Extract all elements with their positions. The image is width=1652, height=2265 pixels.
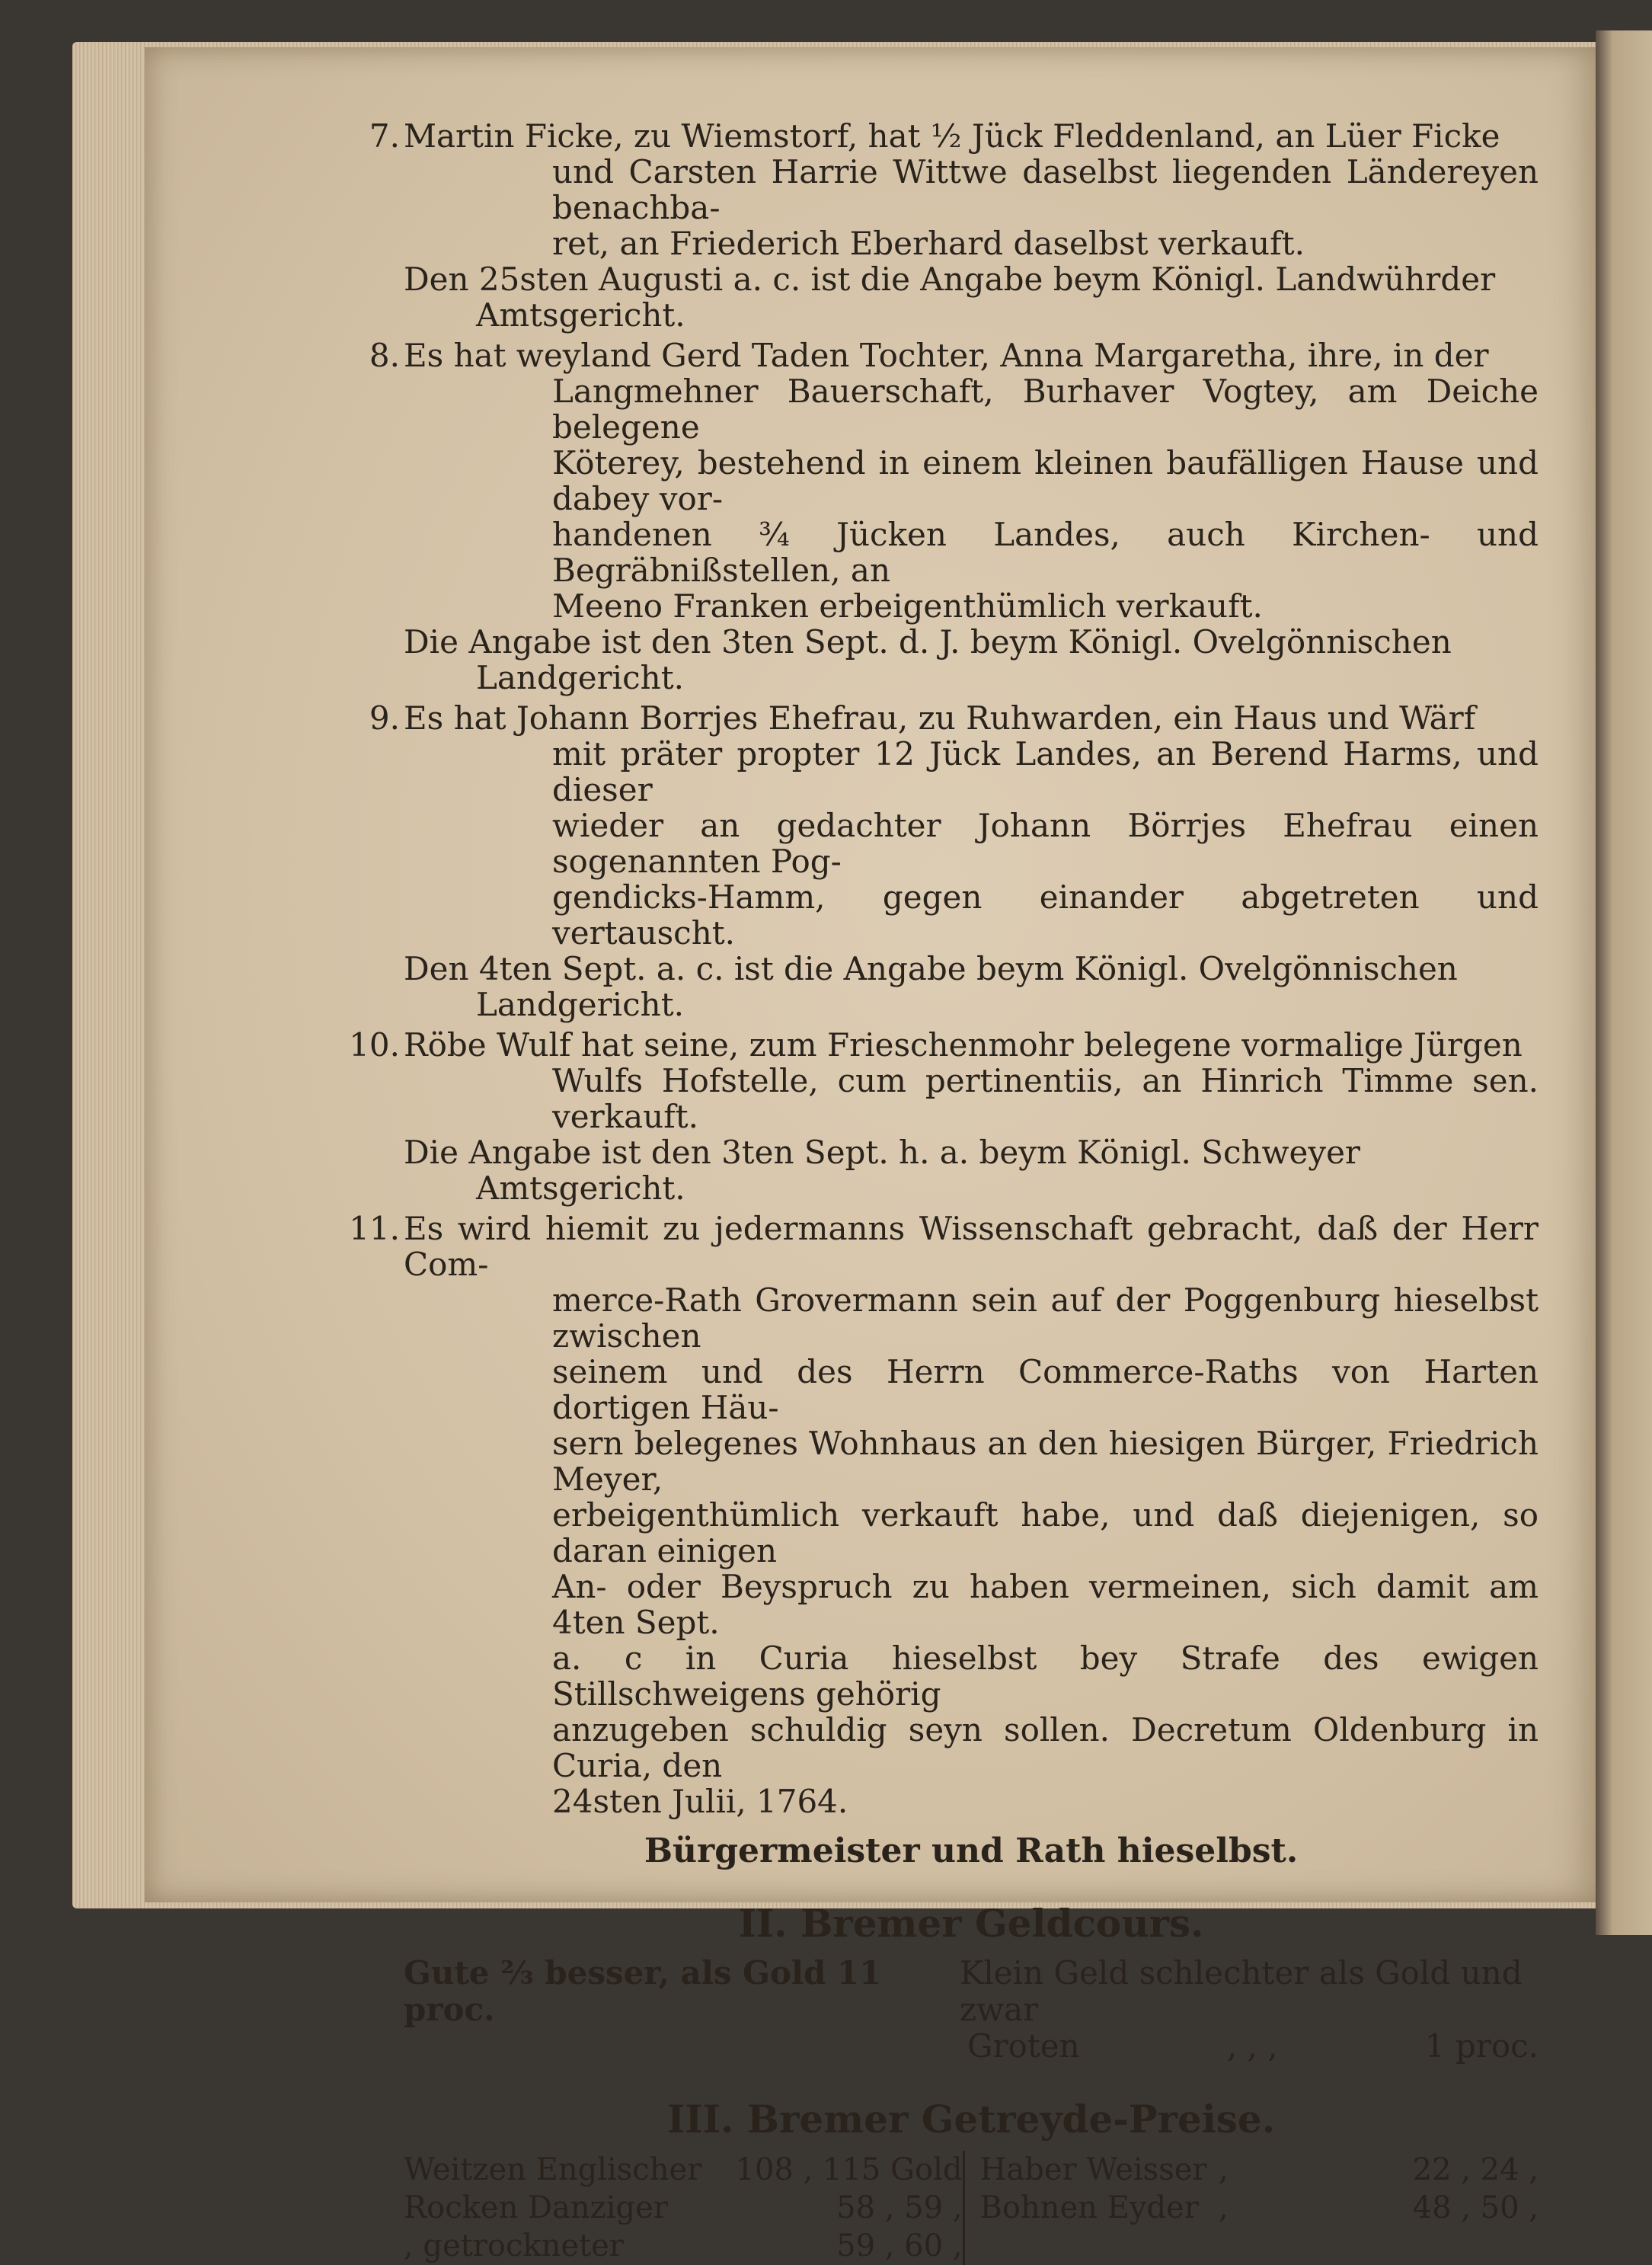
grain-name: Bohnen Eyder — [979, 2190, 1199, 2225]
price-dots: , — [1219, 2190, 1229, 2225]
entry-line: mit präter propter 12 Jück Landes, an Berend Harms, und dieser — [552, 735, 1539, 808]
entry — [349, 1210, 1539, 1820]
geldcours-right-line2 — [960, 2028, 1539, 2065]
signature: Bürgermeister und Rath hieselbst. — [644, 1832, 1299, 1870]
getreide-left-column — [404, 2151, 963, 2265]
grain-name: Weitzen Englischer — [404, 2152, 702, 2187]
entry-line: handenen ¾ Jücken Landes, auch Kirchen- und Begräbnißstellen, an — [552, 516, 1539, 589]
getreide-title: III. Bremer Getreyde-Preise. — [666, 2097, 1276, 2142]
page-text — [349, 117, 1539, 2265]
grain-price: 108 , 115 Gold — [735, 2152, 963, 2187]
entry-line: gendicks-Hamm, gegen einander abgetreten und vertauscht. — [552, 878, 1539, 952]
entry — [369, 117, 1539, 334]
entry-line: Meeno Franken erbeigenthümlich verkauft. — [552, 587, 1263, 625]
entry-number: 9. — [369, 699, 400, 737]
book-gutter — [1596, 30, 1652, 1935]
entry-notice: Die Angabe ist den 3ten Sept. h. a. beym Königl. Schweyer Amtsgericht. — [404, 1134, 1361, 1207]
geldcours-left: Gute ⅔ besser, als Gold 11 proc. — [404, 1954, 882, 2028]
entry-line: ret, an Friederich Eberhard daselbst verkauft. — [552, 225, 1305, 262]
geldcours-title: II. Bremer Geldcours. — [738, 1901, 1204, 1946]
getreide-right-column — [963, 2151, 1539, 2265]
entry-line: merce-Rath Grovermann sein auf der Poggenburg hieselbst zwischen — [552, 1281, 1539, 1355]
grain-price: 59 , 60 , — [836, 2228, 963, 2263]
geldcours-right-line1: Klein Geld schlechter als Gold und zwar — [960, 1954, 1523, 2028]
price-row — [404, 2151, 963, 2189]
grain-price: 22 , 24 , — [1412, 2152, 1539, 2187]
entry — [369, 337, 1539, 696]
grain-name: Haber Weisser — [979, 2152, 1207, 2187]
entry — [369, 699, 1539, 1023]
geldcours-row — [404, 1955, 1539, 2065]
entry-number: 11. — [349, 1210, 400, 1247]
entry-line: seinem und des Herrn Commerce-Raths von Harten dortigen Häu- — [552, 1353, 1539, 1426]
geldcours-right — [960, 1955, 1539, 2065]
entry-line: Es hat weyland Gerd Taden Tochter, Anna Margaretha, ihre, in der — [404, 337, 1489, 374]
entry-notice: Den 4ten Sept. a. c. ist die Angabe beym Königl. Ovelgönnischen Landgericht. — [404, 950, 1458, 1023]
grain-price: 48 , 50 , — [1412, 2190, 1539, 2225]
entry-line: erbeigenthümlich verkauft habe, und daß diejenigen, so daran einigen — [552, 1496, 1539, 1569]
entries-list — [349, 117, 1539, 1820]
grain-price: 58 , 59 , — [836, 2190, 963, 2225]
entry-number: 10. — [349, 1026, 400, 1064]
entry-line: Es wird hiemit zu jedermanns Wissenschaft gebracht, daß der Herr Com- — [404, 1210, 1539, 1283]
grain-name: , getrockneter — [404, 2228, 624, 2263]
price-dots: , — [1219, 2152, 1229, 2187]
entry-line: Martin Ficke, zu Wiemstorf, hat ½ Jück Fleddenland, an Lüer Ficke — [404, 117, 1500, 155]
entry-line: Wulfs Hofstelle, cum pertinentiis, an Hinrich Timme sen. verkauft. — [552, 1062, 1539, 1135]
entry-line: und Carsten Harrie Wittwe daselbst liegenden Ländereyen benachba- — [552, 153, 1539, 226]
entry-notice: Die Angabe ist den 3ten Sept. d. J. beym Königl. Ovelgönnischen Landgericht. — [404, 623, 1452, 696]
price-row — [980, 2189, 1539, 2227]
entry-line: a. c in Curia hieselbst bey Strafe des ewigen Stillschweigens gehörig — [552, 1640, 1539, 1713]
entry-line: wieder an gedachter Johann Börrjes Ehefrau einen sogenannten Pog- — [552, 807, 1539, 880]
geldcours-dots: , , , — [1226, 2027, 1278, 2065]
geldcours-groten-label: Groten — [967, 2027, 1080, 2065]
price-row — [980, 2151, 1539, 2189]
entry-line: An- oder Beyspruch zu haben vermeinen, sich damit am 4ten Sept. — [552, 1568, 1539, 1641]
entry-line: Es hat Johann Borrjes Ehefrau, zu Ruhwarden, ein Haus und Wärf — [404, 699, 1476, 737]
geldcours-groten-value: 1 proc. — [1424, 2027, 1539, 2065]
price-row — [404, 2189, 963, 2227]
getreide-table — [404, 2151, 1539, 2265]
price-row — [404, 2227, 963, 2265]
entry-line: sern belegenes Wohnhaus an den hiesigen Bürger, Friedrich Meyer, — [552, 1425, 1539, 1498]
entry — [349, 1026, 1539, 1207]
entry-line: anzugeben schuldig seyn sollen. Decretum Oldenburg in Curia, den — [552, 1711, 1539, 1784]
entry-line: Langmehner Bauerschaft, Burhaver Vogtey, am Deiche belegene — [552, 373, 1539, 446]
entry-line: Köterey, bestehend in einem kleinen baufälligen Hause und dabey vor- — [552, 444, 1539, 517]
entry-line: Röbe Wulf hat seine, zum Frieschenmohr belegene vormalige Jürgen — [404, 1026, 1523, 1064]
entry-number: 8. — [369, 337, 400, 374]
grain-name: Rocken Danziger — [404, 2190, 668, 2225]
entry-line: 24sten Julii, 1764. — [552, 1783, 848, 1820]
entry-notice: Den 25sten Augusti a. c. ist die Angabe beym Königl. Landwührder Amtsgericht. — [404, 261, 1496, 334]
entry-number: 7. — [369, 117, 400, 155]
